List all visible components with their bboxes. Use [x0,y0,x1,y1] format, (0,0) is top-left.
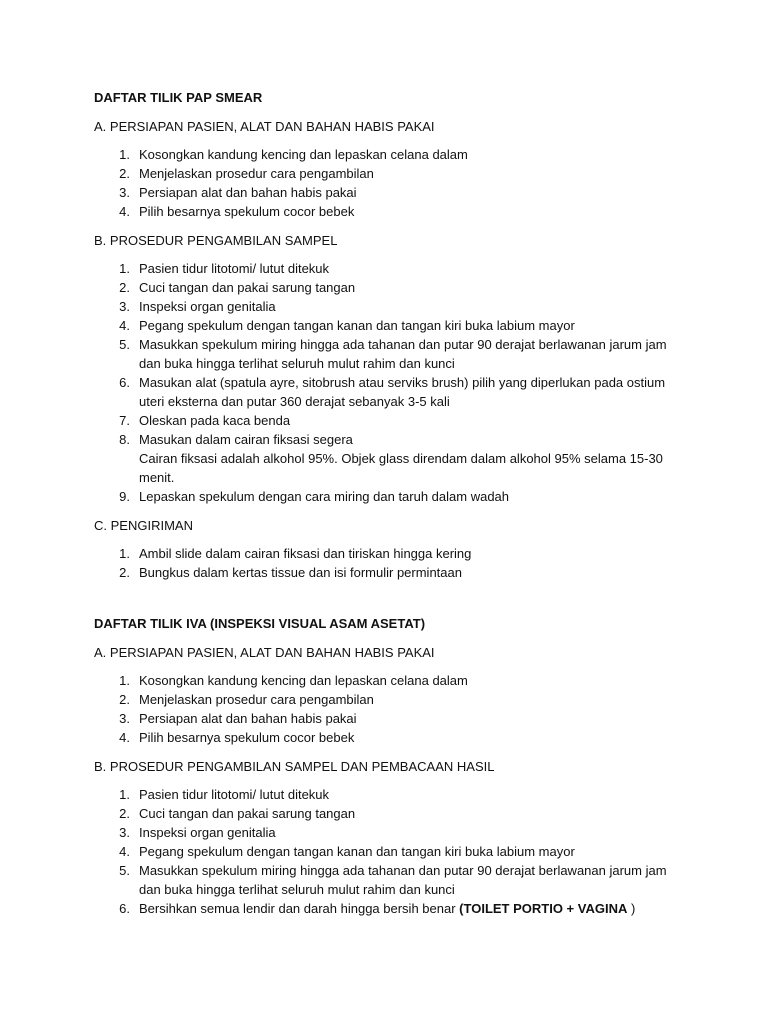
list-item [94,709,688,728]
list-item [94,804,688,823]
list-item [94,487,688,506]
item-text: Pasien tidur litotomi/ lutut ditekuk [139,261,330,276]
list-item [94,690,688,709]
item-number: 5. [119,337,130,352]
item-text: Pilih besarnya spekulum cocor bebek [139,730,355,745]
item-text-with-bold [139,899,688,918]
item-number: 2. [119,166,130,181]
item-text: Oleskan pada kaca benda [139,413,291,428]
doc1-section-a-list [94,145,688,221]
doc1-title: DAFTAR TILIK PAP SMEAR [94,90,263,105]
item-text: Kosongkan kandung kencing dan lepaskan celana dalam [139,673,468,688]
item-number: 2. [119,280,130,295]
item-text: Bungkus dalam kertas tissue dan isi formulir permintaan [139,565,462,580]
doc1-section-b-list [94,259,688,506]
list-item [94,861,688,899]
list-item [94,430,688,487]
item-number: 6. [119,375,130,390]
item-number: 3. [119,825,130,840]
item-text: Cuci tangan dan pakai sarung tangan [139,806,356,821]
item-text: Inspeksi organ genitalia [139,825,276,840]
list-item [94,544,688,563]
item-text: Lepaskan spekulum dengan cara miring dan taruh dalam wadah [139,489,510,504]
section-spacer [94,592,688,614]
list-item [94,671,688,690]
list-item [94,899,688,918]
item-text: Masukkan spekulum miring hingga ada tahanan dan putar 90 derajat berlawanan jarum jam dan buka hingga terlihat seluruh mulut rahim dan kunci [139,337,667,371]
list-item [94,728,688,747]
doc1-section-c-list [94,544,688,582]
doc1-section-c-heading: C. PENGIRIMAN [94,518,193,533]
doc1-section-b-heading: B. PROSEDUR PENGAMBILAN SAMPEL [94,233,338,248]
item-text: Persiapan alat dan bahan habis pakai [139,185,357,200]
item-text: Pegang spekulum dengan tangan kanan dan tangan kiri buka labium mayor [139,318,575,333]
doc1-section-a-heading: A. PERSIAPAN PASIEN, ALAT DAN BAHAN HABIS PAKAI [94,119,435,134]
item-text: Ambil slide dalam cairan fiksasi dan tiriskan hingga kering [139,546,472,561]
list-item [94,411,688,430]
doc2-section-b-list [94,785,688,918]
list-item [94,259,688,278]
item-number: 4. [119,318,130,333]
item-text: Pegang spekulum dengan tangan kanan dan tangan kiri buka labium mayor [139,844,575,859]
item-text: Pilih besarnya spekulum cocor bebek [139,204,355,219]
item-number: 2. [119,565,130,580]
list-item [94,316,688,335]
item-text: Masukan alat (spatula ayre, sitobrush atau serviks brush) pilih yang diperlukan pada ostium uteri eksterna dan putar 360 derajat sebanyak 3-5 kali [139,375,666,409]
item-text: Menjelaskan prosedur cara pengambilan [139,692,374,707]
list-item [94,785,688,804]
item-number: 6. [119,901,130,916]
doc2-section-a-list [94,671,688,747]
list-item [94,145,688,164]
list-item [94,297,688,316]
doc2-section-b-heading: B. PROSEDUR PENGAMBILAN SAMPEL DAN PEMBACAAN HASIL [94,759,495,774]
item-text: Menjelaskan prosedur cara pengambilan [139,166,374,181]
list-item [94,183,688,202]
item-text: Masukkan spekulum miring hingga ada tahanan dan putar 90 derajat berlawanan jarum jam dan buka hingga terlihat seluruh mulut rahim dan kunci [139,863,667,897]
item-number: 1. [119,546,130,561]
item-number: 1. [119,147,130,162]
item-number: 1. [119,673,130,688]
item-note: Cairan fiksasi adalah alkohol 95%. Objek glass direndam dalam alkohol 95% selama 15-30 menit. [139,451,663,485]
item-number: 7. [119,413,130,428]
item-number: 4. [119,730,130,745]
doc2-title: DAFTAR TILIK IVA (INSPEKSI VISUAL ASAM ASETAT) [94,616,426,631]
list-item [94,373,688,411]
item-number: 1. [119,261,130,276]
list-item [94,335,688,373]
list-item [94,823,688,842]
item-number: 8. [119,432,130,447]
item-text: Inspeksi organ genitalia [139,299,276,314]
item-text: Masukan dalam cairan fiksasi segera [139,432,353,447]
item-number: 1. [119,787,130,802]
list-item [94,563,688,582]
close-paren: ) [630,901,636,916]
bold-open-paren: ( [459,901,464,916]
item-number: 3. [119,299,130,314]
bold-emphasis: TOILET PORTIO + VAGINA [463,901,628,916]
item-text: Cuci tangan dan pakai sarung tangan [139,280,356,295]
item-text-with-note [139,430,688,487]
list-item [94,202,688,221]
item-number: 2. [119,806,130,821]
item-number: 3. [119,185,130,200]
item-number: 4. [119,844,130,859]
item-number: 9. [119,489,130,504]
item-text: Bersihkan semua lendir dan darah hingga bersih benar [139,901,456,916]
item-text: Pasien tidur litotomi/ lutut ditekuk [139,787,330,802]
doc2-section-a-heading: A. PERSIAPAN PASIEN, ALAT DAN BAHAN HABIS PAKAI [94,645,435,660]
item-text: Kosongkan kandung kencing dan lepaskan celana dalam [139,147,468,162]
list-item [94,164,688,183]
item-number: 3. [119,711,130,726]
item-number: 4. [119,204,130,219]
item-number: 5. [119,863,130,878]
item-text: Persiapan alat dan bahan habis pakai [139,711,357,726]
item-number: 2. [119,692,130,707]
list-item [94,278,688,297]
list-item [94,842,688,861]
